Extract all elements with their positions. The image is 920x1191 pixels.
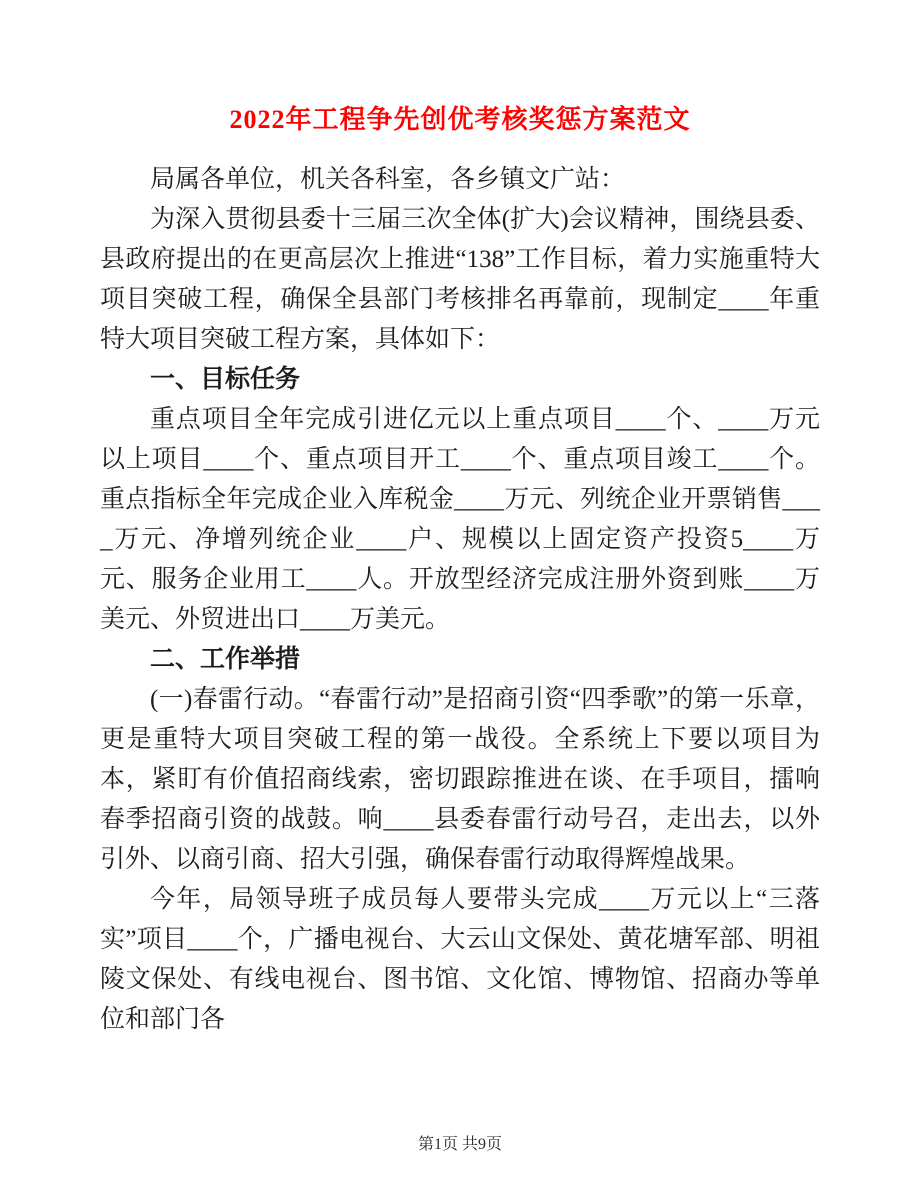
paragraph: 重点项目全年完成引进亿元以上重点项目____个、____万元以上项目____个、重点项目开工____个、重点项目竣工____个。重点指标全年完成企业入库税金____万元、列统企业开票销售____万元、净增列统企业____户、规模以上固定资产投资5____万元、服务企业用工____人。开放型经济完成注册外资到账____万美元、外贸进出口____万美元。 [100,406,820,633]
section-heading: 一、目标任务 [150,366,301,393]
document-title: 2022年工程争先创优考核奖惩方案范文 [229,105,691,134]
page-footer [0,1135,920,1155]
paragraph: 为深入贯彻县委十三届三次全体(扩大)会议精神，围绕县委、县政府提出的在更高层次上推进“138”工作目标，着力实施重特大项目突破工程，确保全县部门考核排名再靠前，现制定____年重特大项目突破工程方案，具体如下： [100,206,820,353]
paragraph: 局属各单位，机关各科室，各乡镇文广站： [150,166,626,193]
section-heading: 二、工作举措 [150,646,301,673]
document-body [100,160,820,1040]
paragraph: (一)春雷行动。“春雷行动”是招商引资“四季歌”的第一乐章，更是重特大项目突破工程的第一战役。全系统上下要以项目为本，紧盯有价值招商线索，密切跟踪推进在谈、在手项目，擂响春季招商引资的战鼓。响____县委春雷行动号召，走出去，以外引外、以商引商、招大引强，确保春雷行动取得辉煌战果。 [100,686,820,873]
paragraph: 今年，局领导班子成员每人要带头完成____万元以上“三落实”项目____个，广播电视台、大云山文保处、黄花塘军部、明祖陵文保处、有线电视台、图书馆、文化馆、博物馆、招商办等单位和部门各 [100,886,820,1033]
page-number-text: 第1页 共9页 [417,1136,502,1153]
